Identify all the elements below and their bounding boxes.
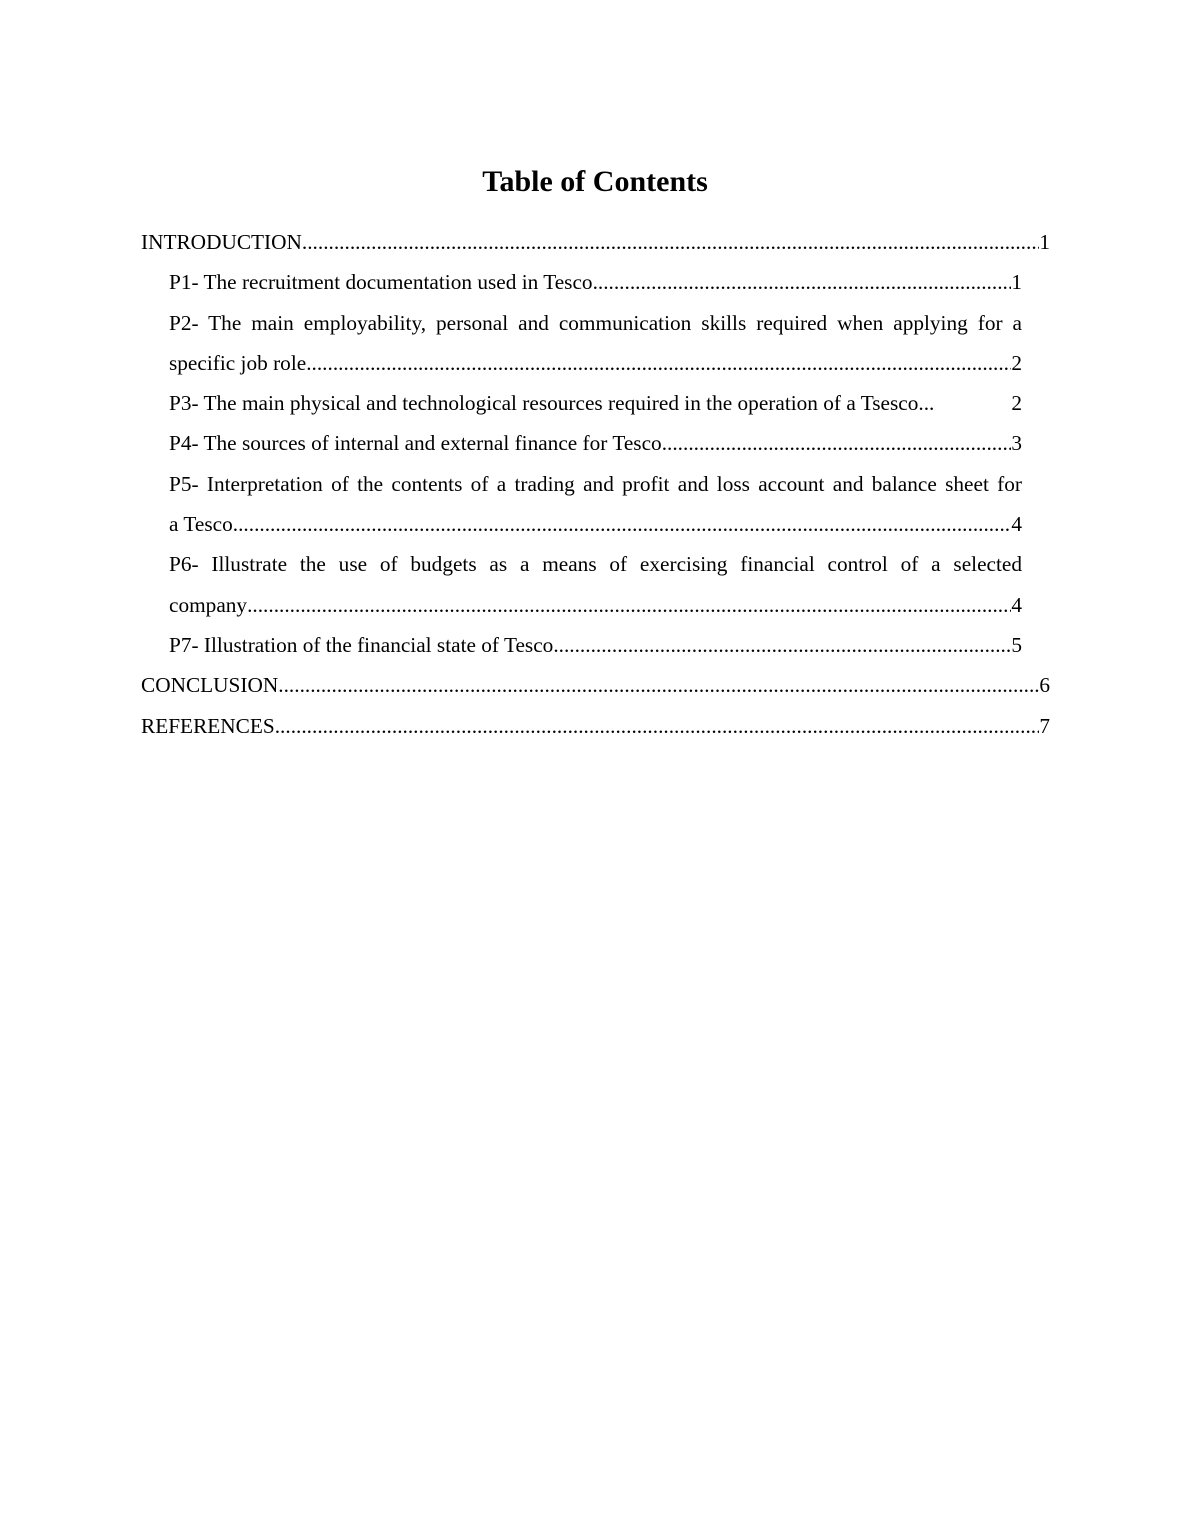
toc-entry-text: a Tesco bbox=[169, 512, 233, 537]
toc-page-number: 5 bbox=[1011, 632, 1022, 657]
toc-page-number: 7 bbox=[1039, 713, 1050, 738]
toc-entry-text: specific job role bbox=[169, 350, 307, 375]
dot-leader bbox=[275, 706, 1040, 746]
toc-entry-text: INTRODUCTION bbox=[141, 230, 302, 254]
dot-leader bbox=[302, 222, 1039, 262]
toc-entry-p6[interactable] bbox=[141, 544, 1050, 625]
toc-entry-line bbox=[169, 262, 1022, 302]
toc-entry-line bbox=[141, 706, 1050, 746]
toc-page-number: 2 bbox=[1011, 350, 1022, 375]
toc-entry-conclusion[interactable] bbox=[141, 665, 1050, 705]
toc-entry-p2[interactable] bbox=[141, 303, 1050, 384]
toc-page-number: 6 bbox=[1039, 673, 1050, 698]
toc-entry-p4[interactable] bbox=[141, 423, 1050, 463]
dot-leader bbox=[233, 504, 1012, 544]
toc-page-number: 1 bbox=[1039, 230, 1050, 254]
toc-entry-introduction[interactable] bbox=[141, 222, 1050, 262]
toc-title: Table of Contents bbox=[482, 165, 708, 198]
toc-entry-references[interactable] bbox=[141, 706, 1050, 746]
dot-leader bbox=[918, 383, 1011, 423]
toc-entry-wrap-text: P5- Interpretation of the contents of a trading and profit and loss account and balance sheet for bbox=[169, 471, 1022, 496]
toc-page-number: 4 bbox=[1011, 512, 1022, 537]
dot-leader bbox=[278, 665, 1039, 705]
toc-entry-p1[interactable] bbox=[141, 262, 1050, 302]
toc-entry-wrap-text: P2- The main employability, personal and communication skills required when applying for a bbox=[169, 310, 1022, 335]
toc-entry-text: P3- The main physical and technological resources required in the operation of a Tsesco bbox=[169, 391, 919, 416]
dot-leader bbox=[247, 585, 1011, 625]
toc-page-number: 3 bbox=[1011, 431, 1022, 456]
toc-entry-text: CONCLUSION bbox=[141, 673, 279, 698]
toc-entry-line bbox=[169, 423, 1022, 463]
toc-entry-p5[interactable] bbox=[141, 464, 1050, 545]
toc-entry-p7[interactable] bbox=[141, 625, 1050, 665]
toc-entry-line bbox=[169, 585, 1022, 625]
toc-entry-text: REFERENCES bbox=[141, 713, 275, 738]
dot-leader bbox=[553, 625, 1011, 665]
toc-entry-text: company bbox=[169, 592, 248, 617]
dot-leader bbox=[662, 423, 1012, 463]
toc-page-number: 4 bbox=[1011, 592, 1022, 617]
toc-entry-line bbox=[169, 383, 1022, 423]
toc-entry-line bbox=[141, 222, 1050, 262]
toc-entry-text: P4- The sources of internal and external finance for Tesco bbox=[169, 431, 662, 456]
toc-entry-p3[interactable] bbox=[141, 383, 1050, 423]
toc-entry-text: P1- The recruitment documentation used in Tesco bbox=[169, 270, 593, 295]
toc-entry-wrap-text: P6- Illustrate the use of budgets as a means of exercising financial control of a selected bbox=[169, 552, 1022, 577]
toc-entry-line bbox=[169, 343, 1022, 383]
toc-entry-line bbox=[169, 504, 1022, 544]
toc-entry-line bbox=[169, 625, 1022, 665]
toc-page-number: 1 bbox=[1011, 270, 1022, 295]
toc-entry-text: P7- Illustration of the financial state of Tesco bbox=[169, 632, 554, 657]
dot-leader bbox=[593, 262, 1012, 302]
toc-page-number: 2 bbox=[1011, 391, 1022, 416]
dot-leader bbox=[306, 343, 1011, 383]
toc-list bbox=[141, 222, 1050, 746]
toc-entry-line bbox=[141, 665, 1050, 705]
